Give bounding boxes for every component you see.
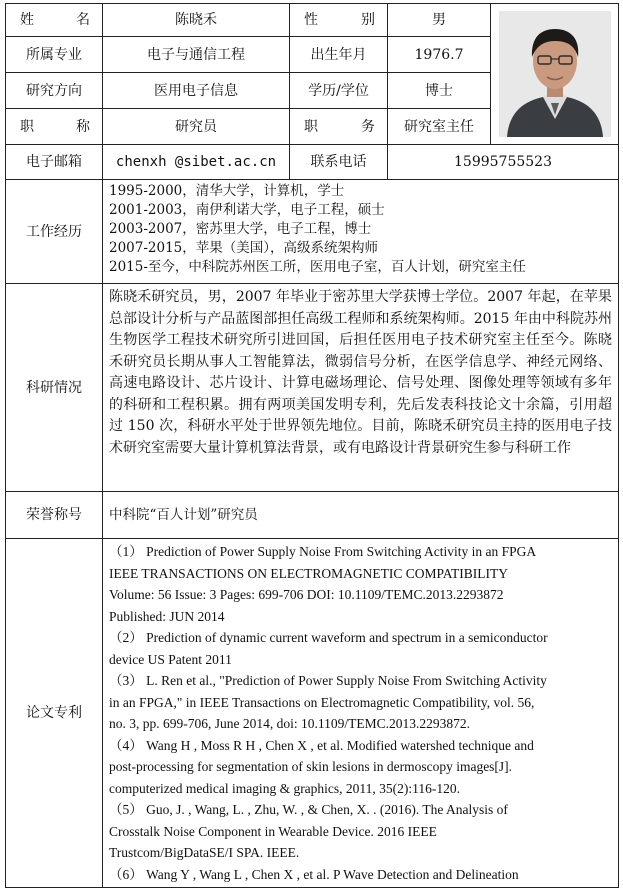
label-birth: 出生年月 bbox=[290, 37, 388, 73]
value-post: 研究室主任 bbox=[388, 109, 491, 145]
paper-line: （1） Prediction of Power Supply Noise From Switching Activity in an FPGA bbox=[109, 544, 537, 559]
value-name: 陈晓禾 bbox=[103, 4, 290, 37]
paper-line: （3） L. Ren et al., "Prediction of Power Supply Noise From Switching Activity bbox=[109, 673, 547, 688]
label-degree: 学历/学位 bbox=[290, 73, 388, 109]
work-history bbox=[103, 180, 619, 284]
paper-line: Published: JUN 2014 bbox=[109, 608, 225, 624]
label-papers: 论文专利 bbox=[6, 539, 103, 888]
paper-line: （6） Wang Y , Wang L , Chen X , et al. P Wave Detection and Delineation bbox=[109, 866, 519, 882]
row-papers bbox=[6, 539, 619, 888]
paper-line: no. 3, pp. 699-706, June 2014, doi: 10.1109/TEMC.2013.2293872. bbox=[109, 716, 470, 731]
paper-line: computerized medical imaging & graphics, 2011, 35(2):116-120. bbox=[109, 780, 461, 796]
paper-line: device US Patent 2011 bbox=[109, 651, 232, 667]
label-direction: 研究方向 bbox=[6, 73, 103, 109]
work-line: 2003-2007，密苏里大学，电子工程，博士 bbox=[109, 221, 372, 237]
label-title: 职 称 bbox=[6, 109, 103, 145]
paper-line: Volume: 56 Issue: 3 Pages: 699-706 DOI: 10.1109/TEMC.2013.2293872 bbox=[109, 587, 504, 602]
row-honor bbox=[6, 492, 619, 539]
row-name-gender bbox=[6, 4, 619, 37]
portrait-photo bbox=[499, 11, 611, 137]
label-email: 电子邮箱 bbox=[6, 145, 103, 180]
value-title: 研究员 bbox=[103, 109, 290, 145]
paper-line: （4） Wang H , Moss R H , Chen X , et al. Modified watershed technique and bbox=[109, 737, 534, 753]
papers-list bbox=[103, 539, 619, 888]
work-line: 2007-2015，苹果（美国），高级系统架构师 bbox=[109, 240, 379, 256]
label-research: 科研情况 bbox=[6, 284, 103, 492]
paper-line: （5） Guo, J. , Wang, L. , Zhu, W. , & Chen, X. . (2016). The Analysis of bbox=[109, 802, 508, 817]
row-email-phone bbox=[6, 145, 619, 180]
paper-line: post-processing for segmentation of skin lesions in dermoscopy images[J]. bbox=[109, 759, 513, 774]
label-gender: 性 别 bbox=[290, 4, 388, 37]
work-line: 1995-2000，清华大学，计算机，学士 bbox=[109, 183, 345, 199]
value-email: chenxh @sibet.ac.cn bbox=[103, 145, 290, 180]
work-line: 2001-2003，南伊利诺大学，电子工程，硕士 bbox=[109, 202, 385, 218]
label-work: 工作经历 bbox=[6, 180, 103, 284]
label-phone: 联系电话 bbox=[290, 145, 388, 180]
row-research bbox=[6, 284, 619, 492]
row-work bbox=[6, 180, 619, 284]
profile-table bbox=[5, 3, 619, 888]
paper-line: Crosstalk Noise Component in Wearable Device. 2016 IEEE bbox=[109, 823, 437, 839]
label-honor: 荣誉称号 bbox=[6, 492, 103, 539]
paper-line: IEEE TRANSACTIONS ON ELECTROMAGNETIC COMPATIBILITY bbox=[109, 565, 508, 581]
research-cell bbox=[103, 284, 619, 492]
paper-line: Trustcom/BigDataSE/I SPA. IEEE. bbox=[109, 845, 300, 860]
paper-line: in an FPGA," in IEEE Transactions on Electromagnetic Compatibility, vol. 56, bbox=[109, 694, 535, 710]
work-line: 2015-至今，中科院苏州医工所，医用电子室，百人计划，研究室主任 bbox=[109, 259, 526, 275]
value-phone: 15995755523 bbox=[388, 145, 619, 180]
value-birth: 1976.7 bbox=[388, 37, 491, 73]
photo-cell bbox=[491, 4, 619, 145]
research-paragraph: 陈晓禾研究员，男，2007 年毕业于密苏里大学获博士学位。2007 年起，在苹果总部设计分析与产品蓝图部担任高级工程师和系统架构师。2015 年由中科院苏州生物医学工程技术研究所引进回国，后担任医用电子技术研究室主任至今。陈晓禾研究员长期从事人工智能算法，微弱信号分析，在医学信息学、神经元网络、高速电路设计、芯片设计、计算电磁场理论、信号处理、图像处理等领域有多年的科研和工程积累。拥有两项美国发明专利，先后发表科技论文十余篇，引用超过 150 次，科研水平处于世界领先地位。目前，陈晓禾研究员主持的医用电子技术研究室需要大量计算机算法背景，或有电路设计背景研究生参与科研工作 bbox=[109, 289, 612, 456]
value-honor: 中科院“百人计划”研究员 bbox=[103, 492, 619, 539]
value-direction: 医用电子信息 bbox=[103, 73, 290, 109]
value-degree: 博士 bbox=[388, 73, 491, 109]
value-gender: 男 bbox=[388, 4, 491, 37]
label-major: 所属专业 bbox=[6, 37, 103, 73]
label-name: 姓 名 bbox=[6, 4, 103, 37]
paper-line: （2） Prediction of dynamic current waveform and spectrum in a semiconductor bbox=[109, 630, 548, 645]
value-major: 电子与通信工程 bbox=[103, 37, 290, 73]
label-post: 职 务 bbox=[290, 109, 388, 145]
